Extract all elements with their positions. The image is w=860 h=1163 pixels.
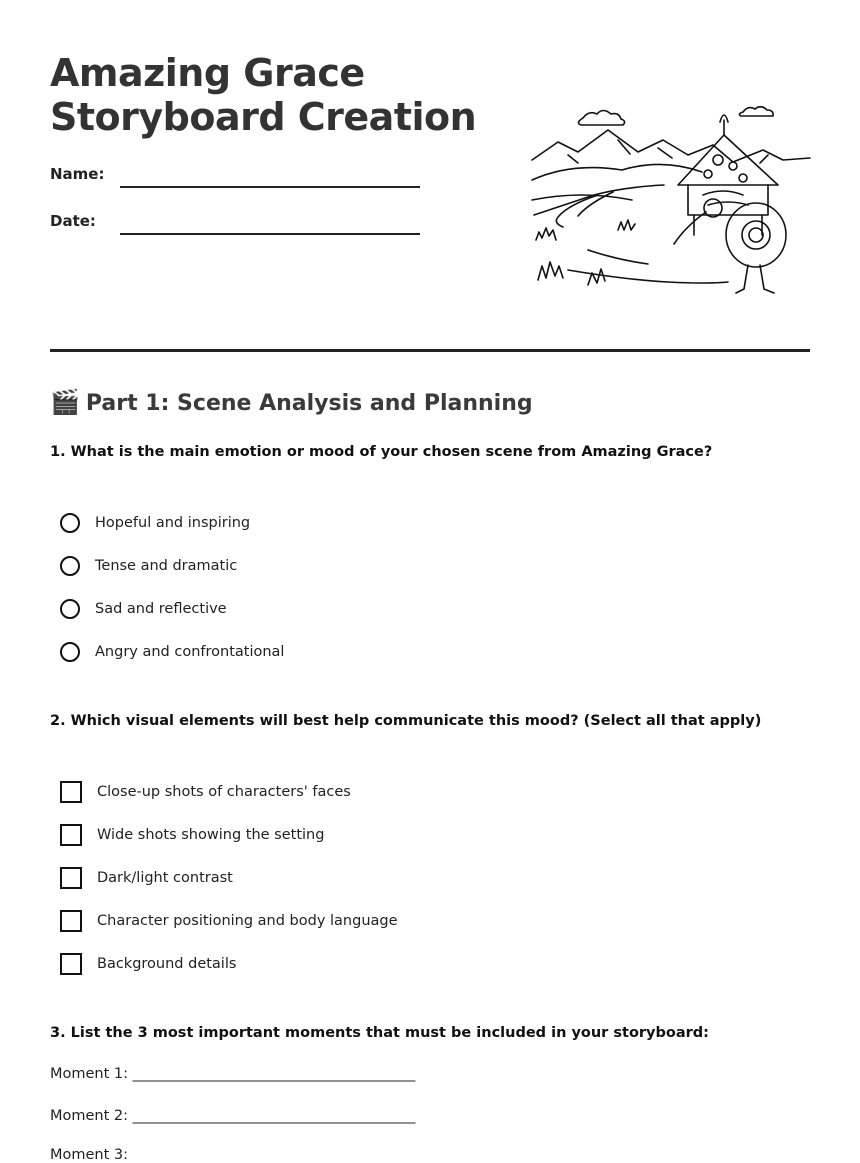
date-field[interactable] — [120, 233, 420, 235]
page-title — [50, 51, 476, 139]
question-2: 2. Which visual elements will best help communicate this mood? (Select all that apply) — [50, 713, 762, 729]
radio-button[interactable] — [60, 513, 80, 533]
section-title-part1 — [50, 388, 533, 416]
q1-option-3[interactable] — [60, 596, 227, 622]
checkbox[interactable] — [60, 867, 82, 889]
kiwi-body — [726, 203, 786, 267]
option-label: Dark/light contrast — [97, 870, 233, 886]
cloud-left — [578, 111, 624, 126]
moment-1-field[interactable]: Moment 1: _______________________________________ — [50, 1066, 416, 1082]
option-label: Background details — [97, 956, 237, 972]
checkbox[interactable] — [60, 781, 82, 803]
section-title-text: Part 1: Scene Analysis and Planning — [85, 391, 533, 416]
radio-button[interactable] — [60, 556, 80, 576]
house-wall — [688, 185, 768, 215]
radio-button[interactable] — [60, 599, 80, 619]
option-label: Character positioning and body language — [97, 913, 398, 929]
option-label: Angry and confrontational — [95, 644, 285, 660]
cloud-right — [739, 107, 773, 116]
option-label: Hopeful and inspiring — [95, 515, 251, 531]
checkbox[interactable] — [60, 910, 82, 932]
option-label: Close-up shots of characters' faces — [97, 784, 351, 800]
question-3: 3. List the 3 most important moments that must be included in your storyboard: — [50, 1025, 709, 1041]
q1-option-4[interactable] — [60, 639, 284, 665]
moment-3-field[interactable]: Moment 3: — [50, 1147, 129, 1163]
title-line-1: Amazing Grace — [50, 51, 365, 95]
q2-option-5[interactable] — [60, 951, 236, 977]
q2-option-1[interactable] — [60, 779, 351, 805]
moment-2-field[interactable]: Moment 2: _______________________________________ — [50, 1108, 416, 1124]
q1-option-1[interactable] — [60, 510, 250, 536]
option-label: Tense and dramatic — [95, 558, 238, 574]
clapperboard-icon: 🎬 — [50, 388, 80, 416]
landscape-illustration — [528, 100, 812, 300]
question-1: 1. What is the main emotion or mood of your chosen scene from Amazing Grace? — [50, 444, 713, 460]
q2-option-4[interactable] — [60, 908, 398, 934]
date-label: Date: — [50, 212, 96, 230]
radio-button[interactable] — [60, 642, 80, 662]
kiwi-legs — [736, 265, 774, 293]
q2-option-2[interactable] — [60, 822, 324, 848]
checkbox[interactable] — [60, 824, 82, 846]
option-label: Sad and reflective — [95, 601, 227, 617]
title-line-2: Storyboard Creation — [50, 95, 477, 139]
checkbox[interactable] — [60, 953, 82, 975]
kiwi-beak — [674, 212, 706, 244]
name-field[interactable] — [120, 186, 420, 188]
q1-option-2[interactable] — [60, 553, 237, 579]
name-label: Name: — [50, 165, 105, 183]
header-divider — [50, 349, 810, 352]
q2-option-3[interactable] — [60, 865, 233, 891]
option-label: Wide shots showing the setting — [97, 827, 325, 843]
